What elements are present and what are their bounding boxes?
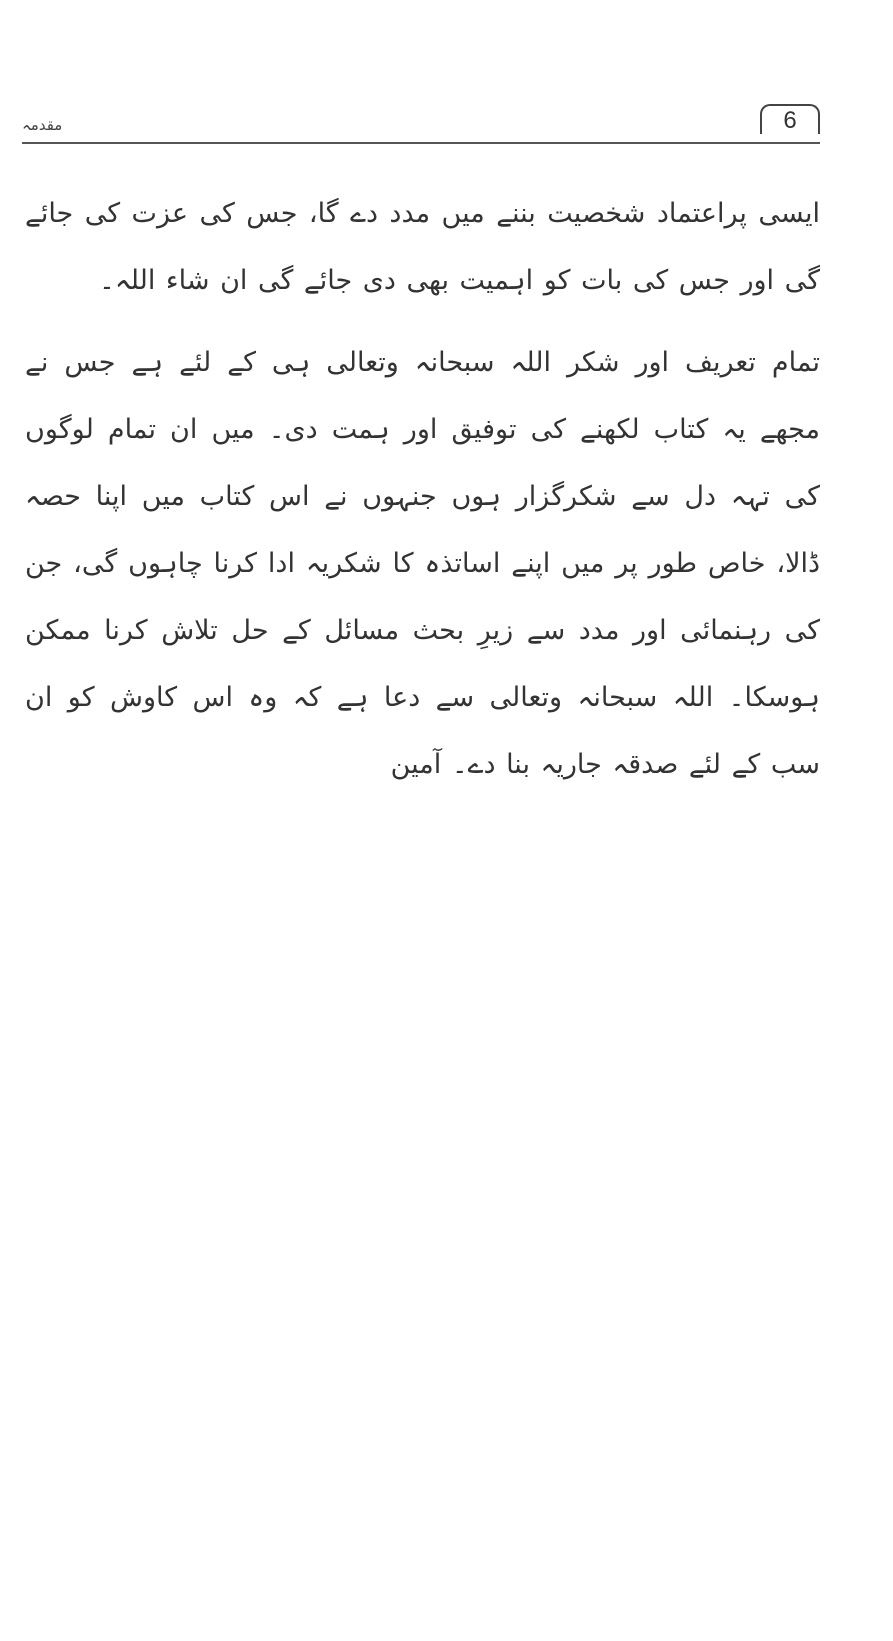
section-title: مقدمہ (22, 116, 63, 134)
page-header (22, 104, 820, 144)
page-number: 6 (760, 104, 820, 134)
paragraph-acknowledgement: تمام تعریف اور شکر اللہ سبحانہ وتعالی ہی کے لئے ہے جس نے مجھے یہ کتاب لکھنے کی توفیق اور ہمت دی۔ میں ان تمام لوگوں کی تہہ دل سے شکرگزار ہوں جنہوں نے اس کتاب میں اپنا حصہ ڈالا، خاص طور پر میں اپنے اساتذہ کا شکریہ ادا کرنا چاہوں گی، جن کی رہنمائی اور مدد سے زیرِ بحث مسائل کے حل تلاش کرنا ممکن ہوسکا۔ اللہ سبحانہ وتعالی سے دعا ہے کہ وہ اس کاوش کو ان سب کے لئے صدقہ جاریہ بنا دے۔ آمین (25, 347, 820, 780)
header-rule (22, 142, 820, 144)
page-body (25, 180, 820, 798)
paragraph-continuation: ایسی پراعتماد شخصیت بننے میں مدد دے گا، جس کی عزت کی جائے گی اور جس کی بات کو اہمیت بھی دی جائے گی ان شاء اللہ۔ (25, 198, 820, 296)
